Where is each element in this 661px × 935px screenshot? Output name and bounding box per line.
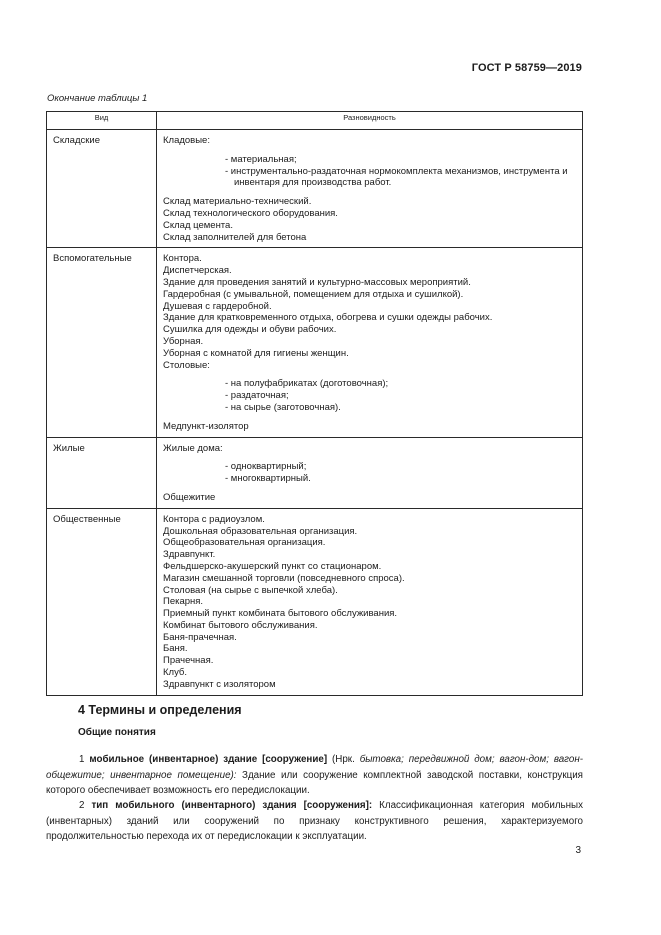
term-definition: Здание или сооружение комплектной заводской поставки, конструкция которого обеспечивает возможность его передислокации. [46,769,583,796]
table-caption: Окончание таблицы 1 [47,93,148,104]
variety-line: Пекарня. [163,596,204,608]
variety-line: Склад технологического оборудования. [163,207,338,219]
variety-line: Общеобразовательная организация. [163,537,326,549]
variety-subitem: - на полуфабрикатах (доготовочная); [225,378,389,390]
page-number: 3 [575,845,581,856]
variety-line: Контора. [163,253,202,265]
variety-line: Контора с радиоузлом. [163,513,265,525]
variety-line: Прачечная. [163,655,214,667]
term-number: 2 [79,800,92,811]
variety-sublist [225,154,576,189]
table-row [47,130,583,248]
row-varieties [157,508,583,695]
variety-line: Клуб. [163,667,188,679]
synonyms-prefix: (Нрк. [327,754,360,765]
variety-line: Уборная с комнатой для гигиены женщин. [163,347,349,359]
variety-line: Приемный пункт комбината бытового обслуживания. [163,608,398,620]
variety-line: Душевая с гардеробной. [163,300,272,312]
term-paragraph-1 [46,752,583,799]
column-header-kind: Вид [47,112,157,130]
row-varieties [157,130,583,248]
section-title: 4 Термины и определения [78,703,242,717]
table-row [47,248,583,437]
variety-subitem: - раздаточная; [225,390,289,402]
variety-line: Баня. [163,643,188,655]
row-kind: Жилые [47,437,157,508]
variety-line: Склад материально-технический. [163,196,312,208]
term-name: тип мобильного (инвентарного) здания [сооружения]: [91,800,373,811]
term-number: 1 [79,754,90,765]
variety-line: Уборная. [163,335,204,347]
variety-line: Склад заполнителей для бетона [163,231,307,243]
term-paragraph-2 [46,798,583,845]
table-row [47,508,583,695]
variety-line: Медпункт-изолятор [163,420,249,432]
table-header-row [47,112,583,130]
variety-line: Общежитие [163,491,216,503]
term-name: мобильное (инвентарное) здание [сооружение] [89,754,328,765]
variety-line: Здравпункт с изолятором [163,678,276,690]
row-varieties [157,437,583,508]
variety-line: Кладовые: [163,135,210,146]
variety-line: Сушилка для одежды и обуви рабочих. [163,324,337,336]
variety-line: Баня-прачечная. [163,631,237,643]
row-kind: Общественные [47,508,157,695]
variety-line: Магазин смешанной торговли (повседневного спроса). [163,572,405,584]
variety-line: Склад цемента. [163,219,233,231]
variety-subitem: - на сырье (заготовочная). [225,401,341,413]
variety-sublist [225,461,576,485]
row-kind: Складские [47,130,157,248]
table-row [47,437,583,508]
variety-subitem: - многоквартирный. [225,473,311,485]
variety-line: Жилые дома: [163,442,223,454]
variety-subitem: - одноквартирный; [225,461,307,473]
variety-line: Столовая (на сырье с выпечкой хлеба). [163,584,338,596]
term-synonyms: бытовка; передвижной дом; вагон-дом; вагон-общежитие; инвентарное помещение): [46,754,584,781]
variety-sublist [225,378,576,413]
variety-subitem: - материальная; [225,153,297,165]
variety-line: Гардеробная (с умывальной, помещением для отдыха и сушилкой). [163,288,464,300]
row-kind: Вспомогательные [47,248,157,437]
variety-line: Комбинат бытового обслуживания. [163,619,318,631]
variety-line: Здание для кратковременного отдыха, обогрева и сушки одежды рабочих. [163,312,493,324]
variety-line: Здравпункт. [163,549,216,561]
variety-subitem: - инструментально-раздаточная нормокомплекта механизмов, инструмента и инвентаря для производства работ. [225,165,568,189]
column-header-variety: Разновидность [157,112,583,130]
term-definition: Классификационная категория мобильных (инвентарных) зданий или сооружений по признаку конструктивного решения, характеризуемого продолжительностью перехода их от передислокации к эксплуатации. [46,800,583,842]
variety-line: Столовые: [163,359,210,371]
subsection-title: Общие понятия [78,727,156,738]
variety-line: Фельдшерско-акушерский пункт со стационаром. [163,560,382,572]
classification-table [46,111,583,696]
variety-line: Здание для проведения занятий и культурно-массовых мероприятий. [163,276,471,288]
variety-line: Диспетчерская. [163,265,232,277]
variety-line: Дошкольная образовательная организация. [163,525,358,537]
gost-code: ГОСТ Р 58759—2019 [471,62,582,74]
row-varieties [157,248,583,437]
